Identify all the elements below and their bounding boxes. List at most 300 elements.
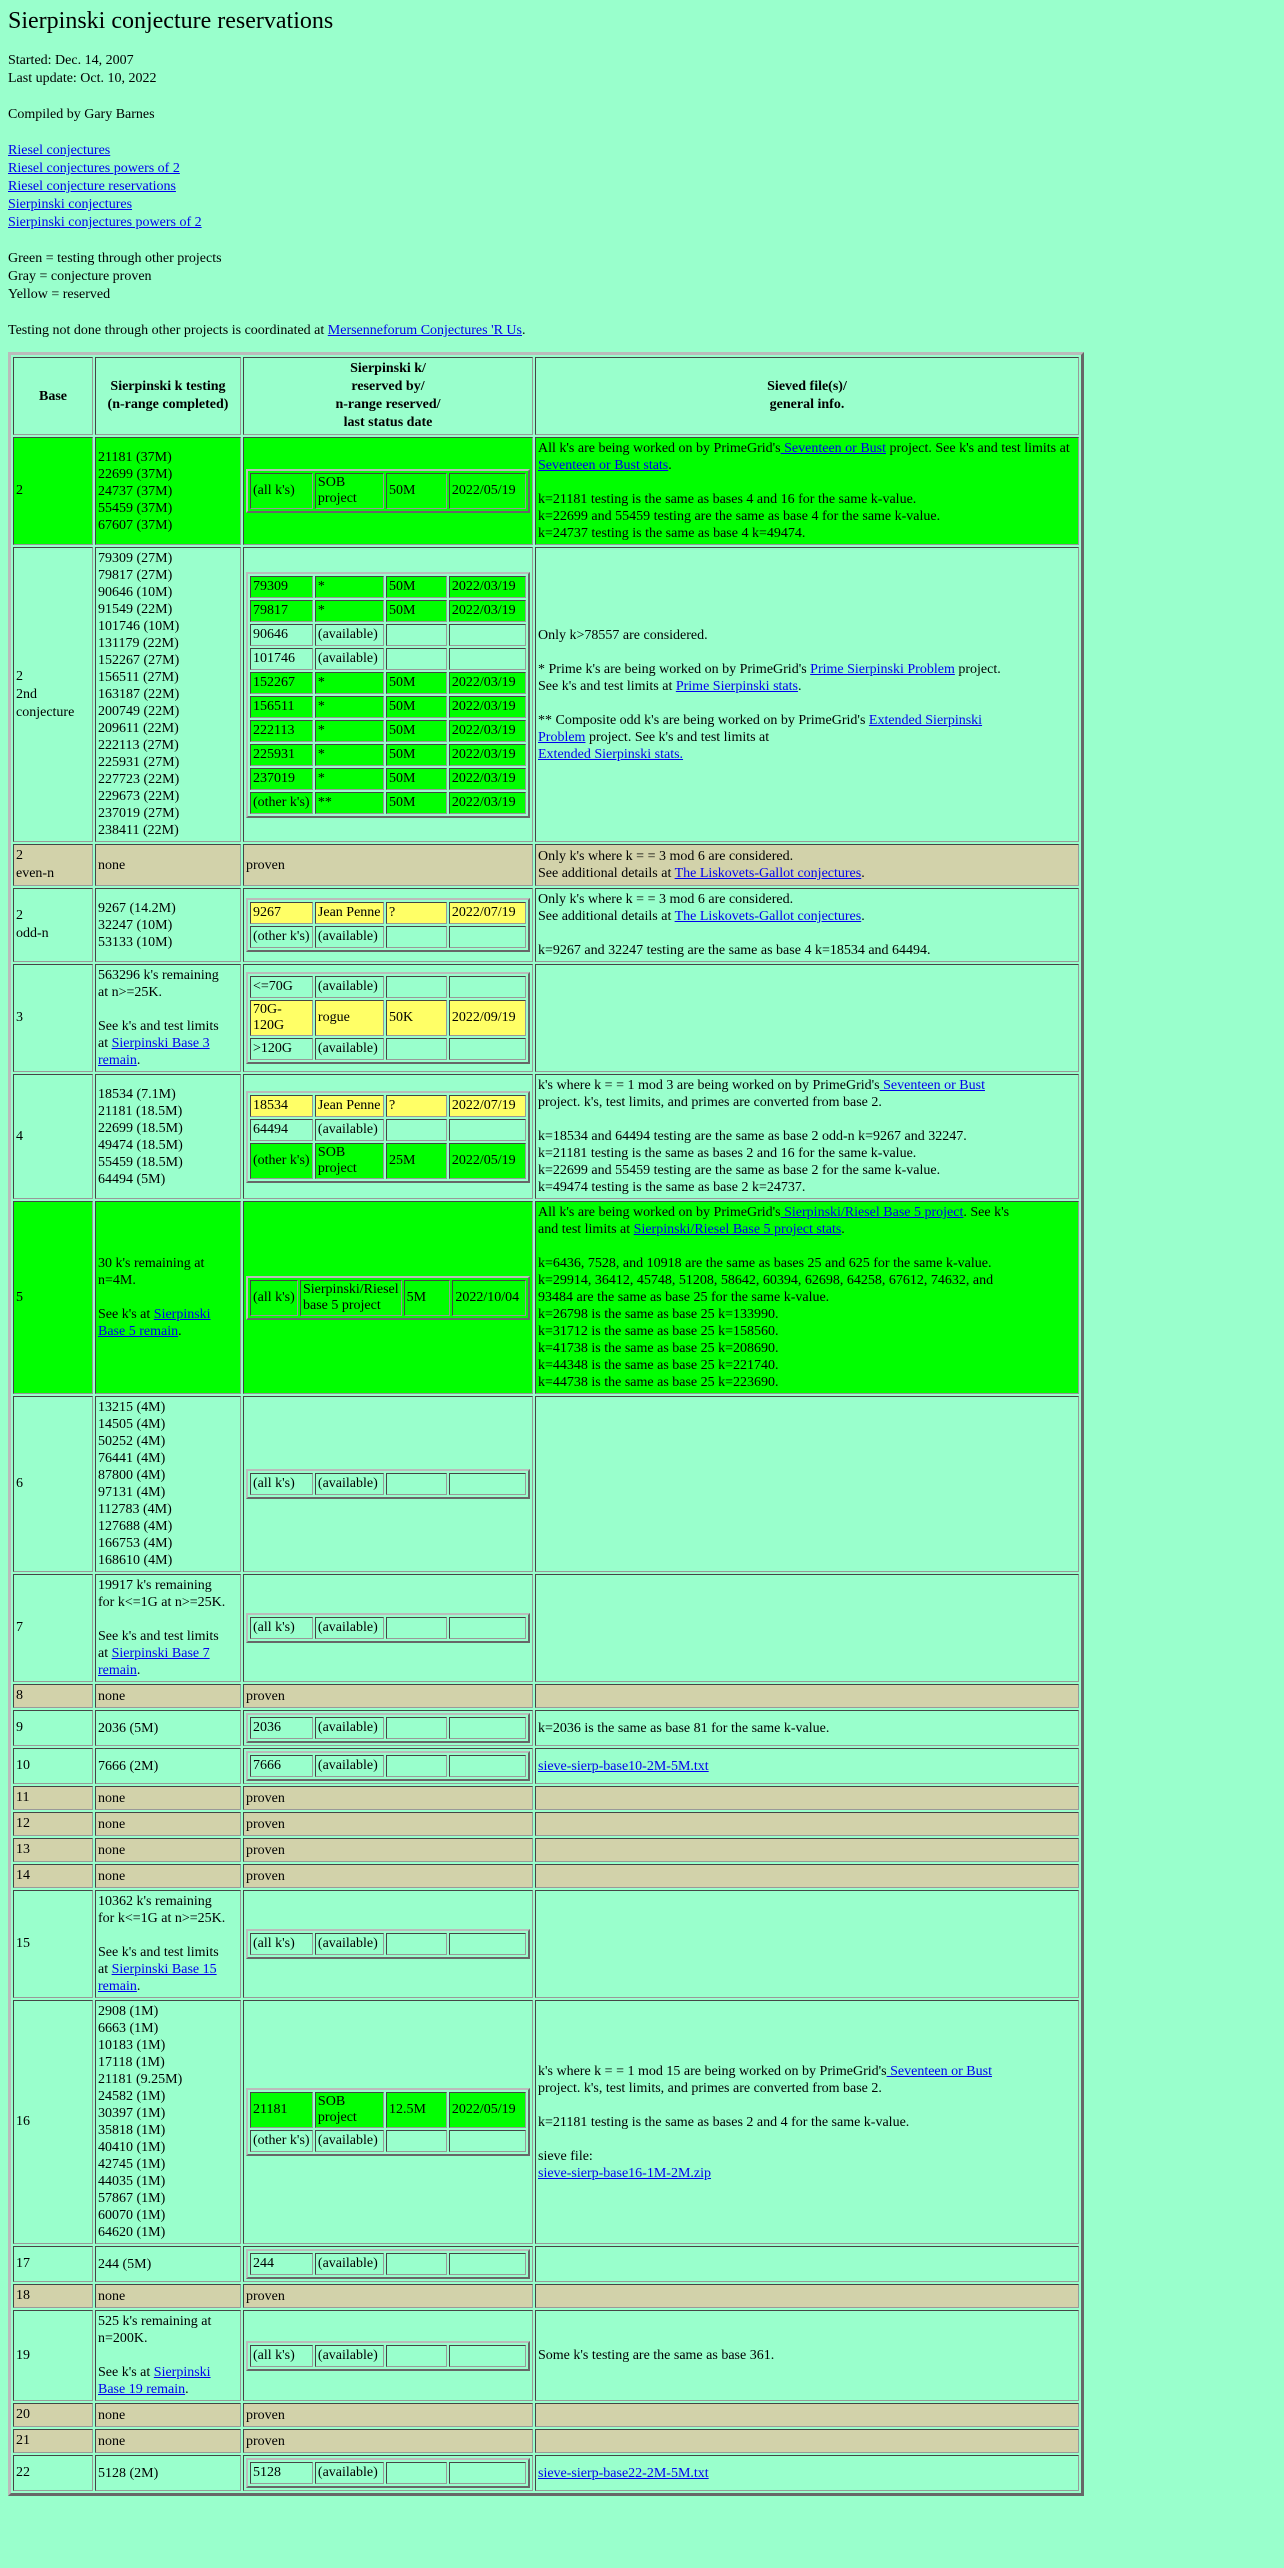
base-cell: [13, 964, 93, 1072]
reservation-row: [250, 2253, 526, 2275]
res-range: 50M: [386, 792, 447, 814]
res-date: 2022/03/19: [449, 768, 526, 790]
testing-cell: [95, 1748, 241, 1784]
res-by: (available): [315, 976, 384, 998]
info-link[interactable]: Prime Sierpinski Problem: [810, 661, 955, 677]
base-label: 10: [16, 1758, 30, 1773]
info-cell: [535, 1684, 1079, 1708]
testing-entry: 32247 (10M): [98, 917, 173, 933]
testing-cell: [95, 1684, 241, 1708]
info-line: k=49474 testing is the same as base 2 k=24737.: [538, 1180, 806, 1195]
res-date: 2022/03/19: [449, 744, 526, 766]
info-cell: [535, 1786, 1079, 1810]
info-cell: [535, 1074, 1079, 1199]
testing-entry: See k's and test limits: [98, 1945, 219, 1960]
res-date: [449, 1717, 526, 1739]
res-date: [449, 976, 526, 998]
res-range: 50M: [386, 696, 447, 718]
res-date: 2022/03/19: [449, 792, 526, 814]
base-cell: [13, 2246, 93, 2282]
testing-cell: [95, 1396, 241, 1572]
testing-entry: 50252 (4M): [98, 1434, 166, 1449]
testing-entry: at n>=25K.: [98, 985, 163, 1000]
reservation-row: [250, 720, 526, 742]
testing-entry: 225931 (27M): [98, 755, 180, 770]
info-line: sieve file:: [538, 2148, 593, 2164]
res-k: 244: [250, 2253, 313, 2275]
info-line: [538, 746, 1076, 763]
base-cell: [13, 547, 93, 842]
info-link[interactable]: Extended Sierpinski stats.: [538, 746, 684, 762]
testing-entry: none: [98, 1790, 126, 1806]
nav-link[interactable]: Riesel conjectures: [8, 143, 111, 158]
reservation-row: [250, 1473, 526, 1495]
info-cell: [535, 2284, 1079, 2308]
testing-cell: [95, 1812, 241, 1836]
header-sieved: Sieved file(s)/ general info.: [535, 357, 1079, 435]
base-label: 8: [16, 1688, 23, 1703]
info-line: All k's are being worked on by PrimeGrid's Sierpinski/Riesel Base 5 project. See k's: [538, 1205, 1010, 1220]
base-row: [13, 888, 1079, 962]
info-line: k=2036 is the same as base 81 for the same k-value.: [538, 1720, 830, 1736]
nav-link[interactable]: Riesel conjecture reservations: [8, 179, 176, 194]
testing-entry: none: [98, 857, 126, 873]
base-cell: [13, 1748, 93, 1784]
testing-entry: [98, 1289, 238, 1306]
nav-links: [8, 142, 1276, 232]
res-k: (other k's): [250, 792, 313, 814]
res-k: 64494: [250, 1119, 313, 1141]
reservation-row: [250, 1280, 526, 1316]
res-range: [386, 2345, 447, 2367]
info-line: k=44738 is the same as base 25 k=223690.: [538, 1375, 779, 1390]
base-label: 2nd: [16, 686, 37, 702]
info-link[interactable]: Seventeen or Bust: [886, 2063, 992, 2079]
res-by: *: [315, 720, 384, 742]
info-cell: [535, 2455, 1079, 2491]
info-line: project. k's, test limits, and primes are converted from base 2.: [538, 2080, 882, 2096]
reserved-cell: [243, 1396, 533, 1572]
base-row: [13, 1574, 1079, 1682]
testing-entry: [98, 1001, 238, 1018]
reservation-row: [250, 1755, 526, 1777]
reservation-row: [250, 1000, 526, 1036]
testing-entry: 227723 (22M): [98, 772, 180, 787]
testing-entry: 22699 (37M): [98, 466, 173, 482]
reservation-table: [246, 572, 530, 818]
legend-item: Green = testing through other projects: [8, 251, 222, 266]
reservation-table: [246, 1276, 530, 1320]
info-line: See additional details at The Liskovets-Gallot conjectures.: [538, 909, 865, 924]
mersenneforum-link[interactable]: Mersenneforum Conjectures 'R Us: [327, 323, 522, 338]
reservation-row: [250, 2130, 526, 2152]
testing-entry: 13215 (4M): [98, 1400, 166, 1415]
testing-entry: 238411 (22M): [98, 823, 179, 838]
started-date: Started: Dec. 14, 2007: [8, 53, 134, 68]
info-link[interactable]: Seventeen or Bust: [780, 441, 886, 456]
nav-link[interactable]: Sierpinski conjectures: [8, 197, 133, 212]
testing-cell: [95, 1074, 241, 1199]
base-cell: [13, 888, 93, 962]
info-line: Seventeen or Bust stats.: [538, 458, 672, 473]
info-line: Problem project. See k's and test limits at: [538, 729, 770, 745]
testing-cell: [95, 2310, 241, 2401]
reservation-row: [250, 1095, 526, 1117]
reservation-row: [250, 696, 526, 718]
reservation-table: [246, 1091, 530, 1183]
testing-entry: none: [98, 2433, 126, 2449]
info-line: [538, 925, 1076, 942]
res-range: [386, 648, 447, 670]
base-row: [13, 2455, 1079, 2491]
nav-link[interactable]: Sierpinski conjectures powers of 2: [8, 215, 202, 230]
testing-entry: at Sierpinski Base 7 remain.: [98, 1646, 210, 1678]
reserved-cell: proven: [243, 1684, 533, 1708]
info-cell: [535, 2000, 1079, 2244]
base-label: 7: [16, 1620, 23, 1635]
res-k: 90646: [250, 624, 313, 646]
info-link[interactable]: The Liskovets-Gallot conjectures: [674, 866, 862, 881]
base-row: [13, 1786, 1079, 1810]
testing-entry: 44035 (1M): [98, 2174, 166, 2189]
testing-entry: 91549 (22M): [98, 602, 173, 617]
reserved-cell: [243, 1748, 533, 1784]
testing-entry: 60070 (1M): [98, 2208, 166, 2223]
res-by: Jean Penne: [315, 902, 384, 924]
res-k: 225931: [250, 744, 313, 766]
res-k: >120G: [250, 1038, 313, 1060]
reservation-row: [250, 1717, 526, 1739]
base-row: [13, 437, 1079, 545]
reservation-row: [250, 1119, 526, 1141]
base-row: [13, 1074, 1079, 1199]
reservation-row: [250, 1143, 526, 1179]
res-k: (all k's): [250, 1933, 313, 1955]
testing-entry: 166753 (4M): [98, 1536, 173, 1551]
info-cell: [535, 888, 1079, 962]
info-link[interactable]: Problem: [538, 729, 586, 745]
base-row: [13, 1812, 1079, 1836]
info-line: [538, 2465, 1076, 2482]
info-line: [538, 1238, 1076, 1255]
testing-entry: none: [98, 1842, 126, 1858]
res-date: [449, 1933, 526, 1955]
testing-entry: 67607 (37M): [98, 517, 173, 533]
base-row: [13, 547, 1079, 842]
info-cell: [535, 1864, 1079, 1888]
base-row: [13, 2310, 1079, 2401]
res-by: SOB project: [315, 2092, 384, 2128]
res-k: 237019: [250, 768, 313, 790]
base-label: 22: [16, 2465, 30, 2480]
reservation-row: [250, 473, 526, 509]
info-cell: [535, 1748, 1079, 1784]
reservation-row: [250, 744, 526, 766]
reservation-row: [250, 2345, 526, 2367]
info-link[interactable]: sieve-sierp-base16-1M-2M.zip: [538, 2165, 712, 2181]
testing-entry: 79817 (27M): [98, 568, 173, 583]
base-cell: [13, 1201, 93, 1394]
testing-entry: n=4M.: [98, 1273, 136, 1288]
res-date: [449, 926, 526, 948]
testing-entry: See k's at Sierpinski Base 19 remain.: [98, 2365, 211, 2397]
reserved-cell: proven: [243, 2403, 533, 2427]
reservation-table: [246, 1613, 530, 1643]
reserved-cell: proven: [243, 1838, 533, 1862]
reservation-table: [246, 2341, 530, 2371]
remain-link[interactable]: Sierpinski Base 5 remain: [98, 1307, 211, 1339]
res-k: 152267: [250, 672, 313, 694]
res-range: 25M: [386, 1143, 447, 1179]
testing-entry: 156511 (27M): [98, 670, 179, 685]
testing-entry: 42745 (1M): [98, 2157, 166, 2172]
info-line: k=44348 is the same as base 25 k=221740.: [538, 1358, 779, 1373]
res-range: ?: [386, 902, 447, 924]
info-link[interactable]: Seventeen or Bust stats: [538, 458, 669, 473]
base-label: 2: [16, 848, 23, 863]
info-cell: [535, 844, 1079, 886]
base-row: [13, 2429, 1079, 2453]
reservation-table: [246, 972, 530, 1064]
res-date: [449, 1473, 526, 1495]
last-update-date: Last update: Oct. 10, 2022: [8, 71, 157, 86]
info-line: k=29914, 36412, 45748, 51208, 58642, 60394, 62698, 64258, 67612, 74632, and: [538, 1273, 994, 1288]
testing-entry: [98, 1611, 238, 1628]
testing-entry: 237019 (27M): [98, 806, 180, 821]
base-label: 16: [16, 2114, 30, 2129]
testing-entry: 24737 (37M): [98, 483, 173, 499]
res-by: (available): [315, 2130, 384, 2152]
base-cell: [13, 2429, 93, 2453]
info-line: k=22699 and 55459 testing are the same as base 2 for the same k-value.: [538, 1163, 941, 1178]
testing-entry: 49474 (18.5M): [98, 1137, 183, 1153]
info-line: * Prime k's are being worked on by PrimeGrid's Prime Sierpinski Problem project.: [538, 661, 1001, 677]
info-line: k=31712 is the same as base 25 k=158560.: [538, 1324, 779, 1339]
reservation-row: [250, 2092, 526, 2128]
base-label: 12: [16, 1816, 30, 1831]
res-by: (available): [315, 1755, 384, 1777]
info-line: See k's and test limits at Prime Sierpinski stats.: [538, 678, 802, 694]
reservation-table: [246, 1713, 530, 1743]
reserved-cell: [243, 1710, 533, 1746]
info-line: 93484 are the same as base 25 for the same k-value.: [538, 1290, 830, 1305]
res-range: [386, 1473, 447, 1495]
reservation-row: [250, 2462, 526, 2484]
res-range: 50M: [386, 720, 447, 742]
base-label: 13: [16, 1842, 30, 1857]
testing-cell: [95, 437, 241, 545]
reserved-cell: [243, 1890, 533, 1998]
res-date: [449, 1617, 526, 1639]
base-label: 20: [16, 2407, 30, 2422]
testing-entry: at Sierpinski Base 3 remain.: [98, 1036, 210, 1068]
res-by: (available): [315, 1473, 384, 1495]
nav-link[interactable]: Riesel conjectures powers of 2: [8, 161, 180, 176]
testing-cell: [95, 2284, 241, 2308]
info-line: k=21181 testing is the same as bases 4 and 16 for the same k-value.: [538, 492, 917, 507]
res-by: (available): [315, 2345, 384, 2367]
testing-cell: [95, 1838, 241, 1862]
base-label: 18: [16, 2288, 30, 2303]
res-range: [386, 926, 447, 948]
res-k: 79309: [250, 576, 313, 598]
reservation-row: [250, 648, 526, 670]
info-line: [538, 1758, 1076, 1775]
testing-entry: 21181 (37M): [98, 449, 172, 465]
res-k: 156511: [250, 696, 313, 718]
info-line: [538, 2097, 1076, 2114]
legend-item: Yellow = reserved: [8, 287, 111, 302]
testing-cell: [95, 888, 241, 962]
base-label: 2: [16, 483, 23, 498]
reserved-cell: [243, 2000, 533, 2244]
reserved-cell: proven: [243, 844, 533, 886]
testing-entry: 87800 (4M): [98, 1468, 166, 1483]
base-cell: [13, 2000, 93, 2244]
testing-entry: 30 k's remaining at: [98, 1256, 205, 1271]
reserved-cell: [243, 1074, 533, 1199]
base-row: [13, 2000, 1079, 2244]
base-cell: [13, 1786, 93, 1810]
info-line: See additional details at The Liskovets-Gallot conjectures.: [538, 866, 865, 881]
reservation-row: [250, 672, 526, 694]
testing-entry: 64620 (1M): [98, 2225, 166, 2240]
info-link[interactable]: Seventeen or Bust: [879, 1078, 985, 1093]
info-cell: [535, 1710, 1079, 1746]
res-range: 50K: [386, 1000, 447, 1036]
res-by: *: [315, 696, 384, 718]
res-range: [386, 976, 447, 998]
base-cell: [13, 2310, 93, 2401]
res-date: 2022/03/19: [449, 696, 526, 718]
testing-entry: 14505 (4M): [98, 1417, 166, 1432]
reservation-row: [250, 576, 526, 598]
info-line: and test limits at Sierpinski/Riesel Base 5 project stats.: [538, 1222, 845, 1237]
reservation-row: [250, 600, 526, 622]
info-link[interactable]: Prime Sierpinski stats: [675, 678, 798, 694]
testing-cell: [95, 1786, 241, 1810]
res-by: (available): [315, 624, 384, 646]
res-k: 18534: [250, 1095, 313, 1117]
res-by: (available): [315, 926, 384, 948]
testing-entry: 563296 k's remaining: [98, 968, 219, 983]
testing-entry: 24582 (1M): [98, 2089, 166, 2104]
res-range: [386, 1933, 447, 1955]
reserved-cell: [243, 1201, 533, 1394]
testing-cell: [95, 1201, 241, 1394]
testing-entry: 244 (5M): [98, 2256, 152, 2272]
info-link[interactable]: Sierpinski/Riesel Base 5 project stats: [633, 1222, 842, 1237]
info-cell: [535, 2403, 1079, 2427]
testing-entry: 2908 (1M): [98, 2004, 159, 2019]
base-cell: [13, 1864, 93, 1888]
testing-cell: [95, 2455, 241, 2491]
res-range: 5M: [404, 1280, 451, 1316]
reserved-cell: [243, 2310, 533, 2401]
header-row: [13, 357, 1079, 435]
info-link[interactable]: The Liskovets-Gallot conjectures: [674, 909, 862, 924]
remain-link[interactable]: Sierpinski Base 19 remain: [98, 2365, 211, 2397]
info-line: [538, 2165, 1076, 2182]
info-link[interactable]: sieve-sierp-base22-2M-5M.txt: [538, 2465, 709, 2481]
base-label: even-n: [16, 866, 55, 881]
testing-entry: 79309 (27M): [98, 551, 173, 566]
remain-link[interactable]: Sierpinski Base 15 remain: [98, 1962, 217, 1994]
info-link[interactable]: Sierpinski/Riesel Base 5 project: [780, 1205, 964, 1220]
testing-entry: 10362 k's remaining: [98, 1894, 212, 1909]
base-row: [13, 1710, 1079, 1746]
reserved-cell: proven: [243, 1864, 533, 1888]
base-label: 21: [16, 2433, 30, 2448]
base-cell: [13, 2403, 93, 2427]
testing-cell: [95, 2246, 241, 2282]
testing-entry: none: [98, 1868, 126, 1884]
remain-link[interactable]: Sierpinski Base 3 remain: [98, 1036, 210, 1068]
base-label: 2: [16, 908, 23, 923]
base-cell: [13, 1684, 93, 1708]
reservation-table: [246, 2249, 530, 2279]
res-by: (available): [315, 1933, 384, 1955]
res-date: 2022/09/19: [449, 1000, 526, 1036]
res-date: 2022/03/19: [449, 576, 526, 598]
reserved-cell: [243, 2455, 533, 2491]
info-link[interactable]: sieve-sierp-base10-2M-5M.txt: [538, 1758, 709, 1774]
testing-entry: 55459 (18.5M): [98, 1154, 183, 1170]
testing-entry: 40410 (1M): [98, 2140, 166, 2155]
reservation-table: [246, 469, 530, 513]
info-line: Only k>78557 are considered.: [538, 627, 708, 643]
base-label: 14: [16, 1868, 30, 1883]
res-range: [386, 1717, 447, 1739]
color-legend: [8, 250, 1276, 304]
res-date: 2022/05/19: [449, 1143, 526, 1179]
base-label: odd-n: [16, 926, 49, 941]
testing-entry: 21181 (9.25M): [98, 2072, 183, 2087]
testing-entry: 35818 (1M): [98, 2123, 166, 2138]
res-range: 50M: [386, 672, 447, 694]
res-range: [386, 1617, 447, 1639]
res-k: (other k's): [250, 1143, 313, 1179]
reserved-cell: proven: [243, 1786, 533, 1810]
base-label: conjecture: [16, 704, 75, 720]
base-label: 6: [16, 1476, 23, 1491]
info-cell: [535, 1890, 1079, 1998]
testing-entry: 90646 (10M): [98, 585, 173, 600]
base-cell: [13, 437, 93, 545]
res-date: 2022/05/19: [449, 2092, 526, 2128]
testing-entry: 229673 (22M): [98, 789, 180, 804]
res-date: [449, 2130, 526, 2152]
reserved-cell: [243, 437, 533, 545]
testing-entry: for k<=1G at n>=25K.: [98, 1595, 226, 1610]
testing-entry: 19917 k's remaining: [98, 1578, 212, 1593]
res-range: 50M: [386, 576, 447, 598]
testing-entry: See k's at Sierpinski Base 5 remain.: [98, 1307, 211, 1339]
res-date: [449, 2253, 526, 2275]
info-cell: [535, 2429, 1079, 2453]
info-link[interactable]: Extended Sierpinski: [868, 712, 983, 728]
base-label: 11: [16, 1790, 30, 1805]
testing-entry: See k's and test limits: [98, 1629, 219, 1644]
testing-entry: none: [98, 2288, 126, 2304]
testing-entry: 127688 (4M): [98, 1519, 173, 1534]
res-k: 21181: [250, 2092, 313, 2128]
res-by: Sierpinski/Riesel base 5 project: [300, 1280, 402, 1316]
testing-entry: 22699 (18.5M): [98, 1120, 183, 1136]
res-date: 2022/07/19: [449, 902, 526, 924]
info-line: k's where k = = 1 mod 15 are being worked on by PrimeGrid's Seventeen or Bust: [538, 2063, 992, 2079]
remain-link[interactable]: Sierpinski Base 7 remain: [98, 1646, 210, 1678]
